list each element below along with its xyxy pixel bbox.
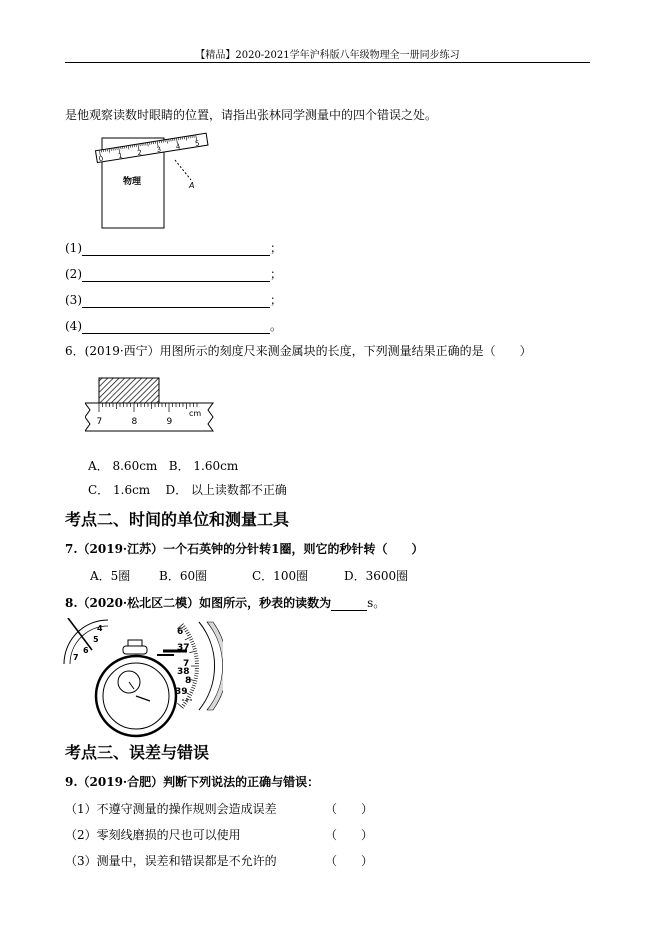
q9-item-2: （2）零刻线磨损的尺也可以使用 xyxy=(65,828,241,842)
answer-num: (1) xyxy=(65,241,82,255)
q5-answer-1 xyxy=(65,239,282,256)
second-dial-tick xyxy=(193,648,197,649)
q8-answer-blank[interactable] xyxy=(331,598,367,611)
second-dial-tick xyxy=(187,634,191,636)
book-label: 物理 xyxy=(123,177,142,187)
answer-num: (4) xyxy=(65,319,82,333)
ruler-tick-label: 9 xyxy=(166,417,173,427)
q5-answer-3 xyxy=(65,291,282,308)
second-tick-label: 8 xyxy=(185,676,192,686)
second-dial-tick xyxy=(194,678,198,679)
second-tick-label: 6 xyxy=(177,627,184,637)
second-dial-tick xyxy=(192,646,196,647)
answer-end: ； xyxy=(270,267,283,281)
q8-second-dial-inset xyxy=(163,620,223,712)
second-dial-tick xyxy=(185,630,188,632)
q6-option-b[interactable]: B． 1.60cm xyxy=(168,459,239,473)
q6-option-c[interactable]: C． 1.6cm xyxy=(88,483,151,497)
q7-option-d[interactable]: D．3600圈 xyxy=(344,569,409,583)
answer-end: 。 xyxy=(270,319,283,333)
pointer-label: A xyxy=(189,181,195,190)
q9-item-1-paren[interactable]: （ ） xyxy=(325,802,374,816)
answer-blank-1[interactable] xyxy=(82,243,270,256)
minute-tick-label: 5 xyxy=(93,635,99,644)
answer-end: ； xyxy=(270,293,283,307)
q9-stem: 9.（2019·合肥）判断下列说法的正确与错误： xyxy=(65,775,320,789)
sight-line xyxy=(175,160,191,180)
q7-option-a[interactable]: A．5圈 xyxy=(90,569,131,583)
second-tick-label: 37 xyxy=(177,643,190,653)
minute-tick-label: 6 xyxy=(83,646,89,655)
q6-options-row1 xyxy=(88,457,238,474)
second-dial-tick xyxy=(183,702,186,704)
ruler-tick-label: 0 xyxy=(98,154,104,164)
q5-answer-2 xyxy=(65,265,282,282)
ruler-tick-label: 1 xyxy=(117,151,124,161)
q5-ruler-book-figure xyxy=(95,128,215,230)
q5-intro: 是他观察读数时眼睛的位置，请指出张林同学测量中的四个错误之处。 xyxy=(65,108,438,122)
minute-dial-inset xyxy=(64,618,108,664)
q9-item-3: （3）测量中，误差和错误都是不允许的 xyxy=(65,854,277,868)
second-dial-tick xyxy=(192,685,196,686)
q8-stem-text: 8.（2020·松北区二模）如图所示，秒表的读数为 xyxy=(65,596,332,610)
second-dial-tick xyxy=(194,656,198,657)
second-dial-tick xyxy=(190,641,194,643)
page-header: 【精品】2020-2021学年沪科版八年级物理全一册同步练习 xyxy=(195,50,460,61)
section-2-title: 考点二、时间的单位和测量工具 xyxy=(65,510,290,529)
second-dial-tick xyxy=(183,628,186,630)
q5-answer-4 xyxy=(65,317,282,334)
second-dial-tick xyxy=(182,704,185,706)
second-dial-tick xyxy=(191,643,195,644)
q6-option-a[interactable]: A． 8.60cm xyxy=(88,459,158,473)
second-dial-tick xyxy=(186,632,189,634)
q6-option-d[interactable]: D． 以上读数都不正确 xyxy=(165,483,287,497)
answer-blank-4[interactable] xyxy=(82,321,270,334)
minute-tick-label: 7 xyxy=(73,653,79,662)
answer-num: (2) xyxy=(65,267,82,281)
q8-stem-unit: s。 xyxy=(367,596,386,610)
second-dial-tick xyxy=(194,653,198,654)
ruler-unit: cm xyxy=(189,409,202,418)
q7-stem: 7.（2019·江苏）一个石英钟的分针转1圈，则它的秒针转（ ） xyxy=(65,542,424,556)
ruler-tick-label: 7 xyxy=(96,417,103,427)
ruler-tick-label: 5 xyxy=(194,139,201,149)
minute-tick-label: 4 xyxy=(97,624,103,633)
q9-item-2-paren[interactable]: （ ） xyxy=(325,828,374,842)
q6-stem: 6．(2019·西宁）用图所示的刻度尺来测金属块的长度，下列测量结果正确的是（ ） xyxy=(65,344,532,358)
q8-stem xyxy=(65,594,385,611)
ruler-tick-label: 2 xyxy=(136,148,143,158)
header-divider xyxy=(65,62,590,63)
q9-item-1: （1）不遵守测量的操作规则会造成误差 xyxy=(65,802,277,816)
second-dial-tick xyxy=(189,692,193,694)
answer-end: ； xyxy=(270,241,283,255)
second-tick-label: 39 xyxy=(175,687,188,697)
ruler-tick-label: 3 xyxy=(156,145,162,155)
q6-options-row2 xyxy=(88,481,287,498)
second-tick-label: 38 xyxy=(177,667,190,677)
second-dial-tick xyxy=(189,639,193,641)
second-dial-tick xyxy=(187,696,191,698)
second-tick-label: 7 xyxy=(183,659,190,669)
q7-option-b[interactable]: B．60圈 xyxy=(159,569,208,583)
answer-blank-2[interactable] xyxy=(82,269,270,282)
ruler-tick-label: 8 xyxy=(131,417,138,427)
answer-num: (3) xyxy=(65,293,82,307)
q6-ruler-figure xyxy=(85,372,215,434)
second-dial-tick xyxy=(189,651,197,653)
ruler-tick-label: 4 xyxy=(175,142,181,152)
second-dial-tick xyxy=(190,689,194,691)
second-dial-tick xyxy=(186,698,189,700)
second-dial-tick xyxy=(185,700,188,702)
second-dial-tick xyxy=(191,687,195,688)
q9-item-3-paren[interactable]: （ ） xyxy=(325,854,374,868)
section-3-title: 考点三、误差与错误 xyxy=(65,743,210,762)
metal-block xyxy=(99,378,159,403)
q7-option-c[interactable]: C．100圈 xyxy=(252,569,309,583)
answer-blank-3[interactable] xyxy=(82,295,270,308)
second-dial-tick xyxy=(193,683,197,684)
second-dial-tick xyxy=(194,676,198,677)
